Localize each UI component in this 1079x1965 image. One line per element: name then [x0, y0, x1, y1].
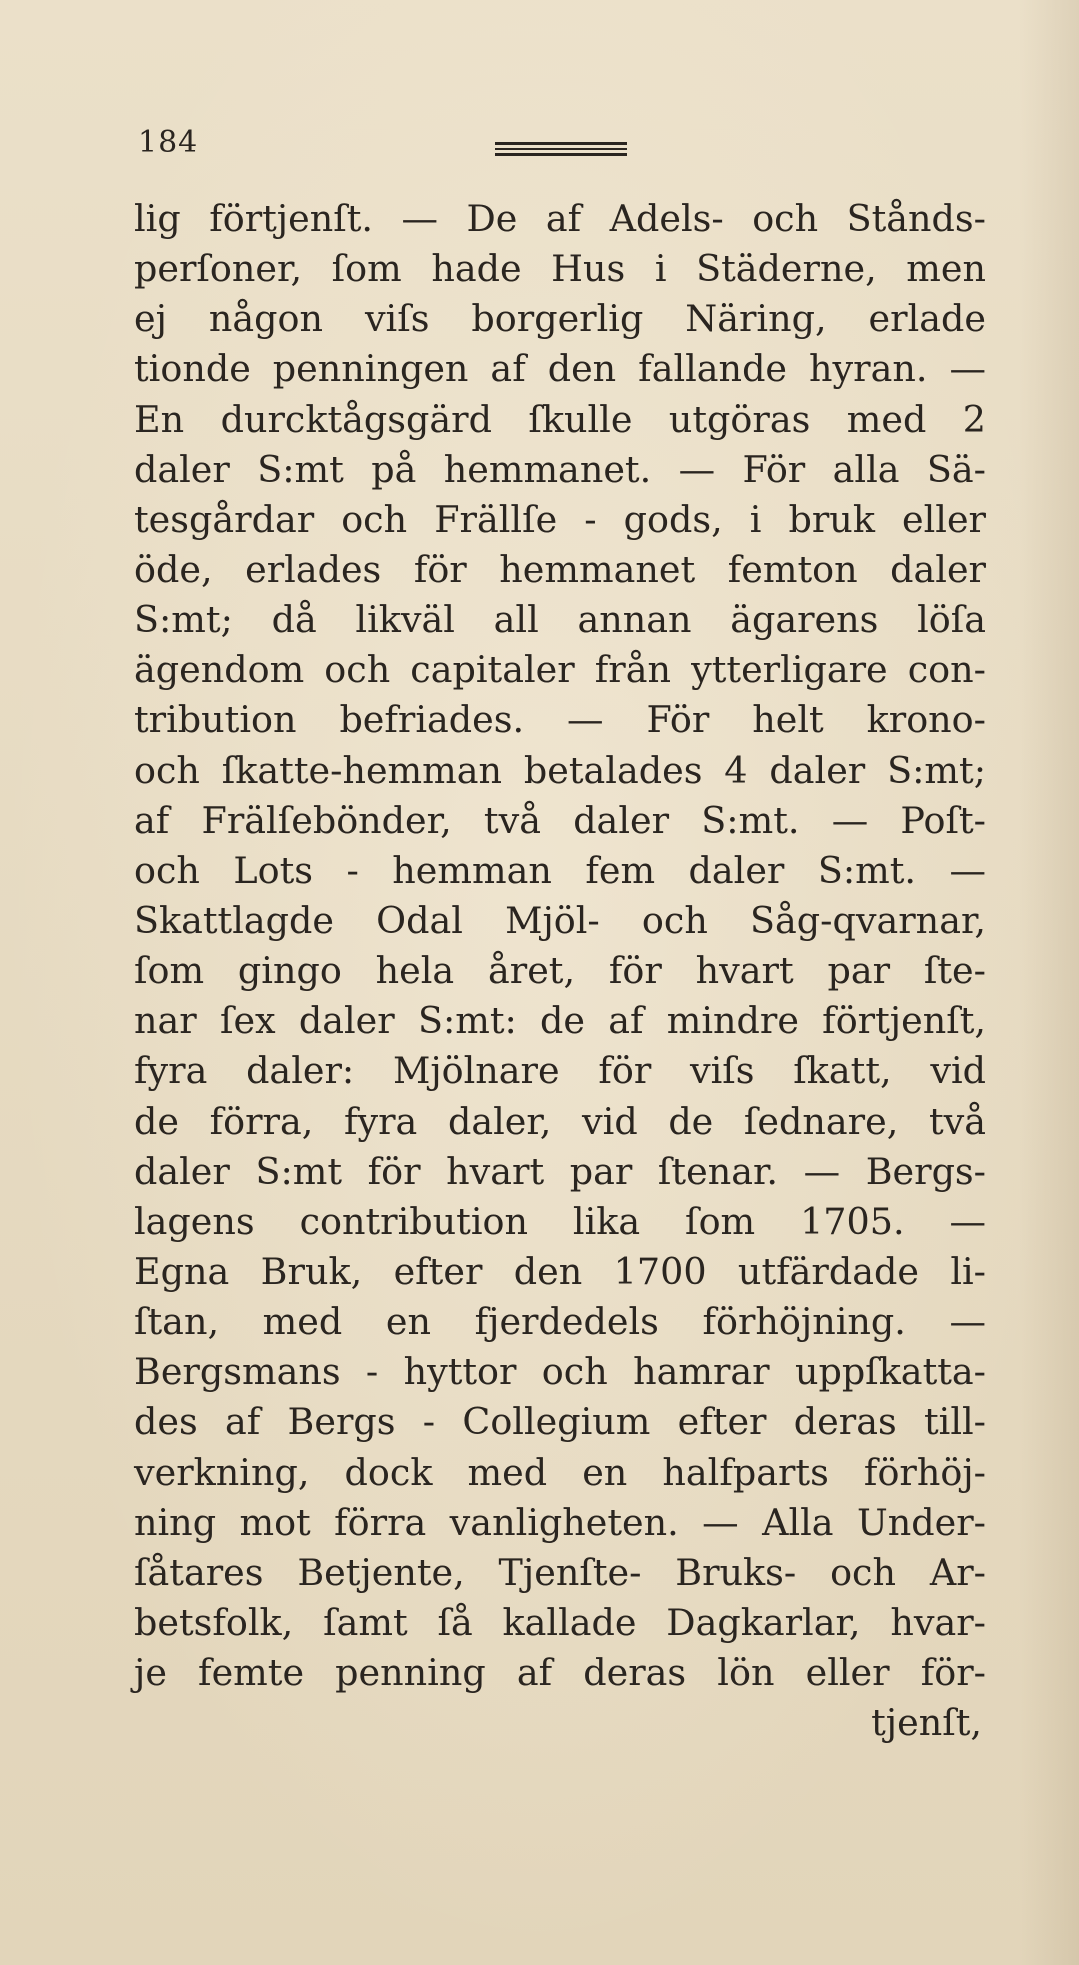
text-line: ſom gingo hela året, för hvart par ſte- — [134, 949, 986, 993]
text-line: tionde penningen af den fallande hyran. — — [134, 347, 986, 391]
body-text — [134, 194, 986, 1748]
text-line: Bergsmans - hyttor och hamrar uppſkatta- — [134, 1350, 986, 1394]
text-line: tribution befriades. — För helt krono- — [134, 698, 986, 742]
header-rule — [495, 142, 627, 156]
text-line: des af Bergs - Collegium efter deras till- — [134, 1400, 986, 1444]
text-line: tesgårdar och Frällſe - gods, i bruk eller — [134, 497, 986, 541]
text-line: verkning, dock med en halfparts förhöj- — [134, 1450, 986, 1494]
text-line: ägendom och capitaler från ytterligare con- — [134, 648, 986, 692]
text-line: perſoner, ſom hade Hus i Städerne, men — [134, 247, 986, 291]
text-line: En durcktågsgärd ſkulle utgöras med 2 — [134, 397, 986, 441]
text-line: je femte penning af deras lön eller för- — [134, 1651, 986, 1695]
text-line: lagens contribution lika ſom 1705. — — [134, 1199, 986, 1243]
text-line: daler S:mt för hvart par ſtenar. — Bergs- — [134, 1149, 986, 1193]
text-line: ſtan, med en fjerdedels förhöjning. — — [134, 1300, 986, 1344]
text-line: Egna Bruk, efter den 1700 utfärdade li- — [134, 1249, 986, 1293]
text-line: de förra, fyra daler, vid de ſednare, två — [134, 1099, 986, 1143]
text-line: ning mot förra vanligheten. — Alla Under- — [134, 1500, 986, 1544]
text-line: daler S:mt på hemmanet. — För alla Sä- — [134, 447, 986, 491]
text-line: och ſkatte-hemman betalades 4 daler S:mt; — [134, 748, 986, 792]
text-line: öde, erlades för hemmanet femton daler — [134, 547, 986, 591]
text-line: nar ſex daler S:mt: de af mindre förtjenſt, — [134, 999, 986, 1043]
text-line: af Frälſebönder, två daler S:mt. — Poſt- — [134, 798, 986, 842]
text-line: betsfolk, ſamt ſå kallade Dagkarlar, hvar- — [134, 1600, 986, 1644]
text-line: Skattlagde Odal Mjöl- och Såg-qvarnar, — [134, 898, 986, 942]
text-line: ſåtares Betjente, Tjenſte- Bruks- och Ar- — [134, 1550, 986, 1594]
text-line: och Lots - hemman fem daler S:mt. — — [134, 848, 986, 892]
text-line: fyra daler: Mjölnare för viſs ſkatt, vid — [134, 1049, 986, 1093]
text-line: lig förtjenſt. — De af Adels- och Stånds- — [134, 197, 986, 240]
page-number: 184 — [138, 125, 199, 160]
text-line: ej någon viſs borgerlig Näring, erlade — [134, 297, 986, 341]
text-line: S:mt; då likväl all annan ägarens löſa — [134, 598, 986, 642]
catchword: tjenſt, — [871, 1701, 982, 1745]
